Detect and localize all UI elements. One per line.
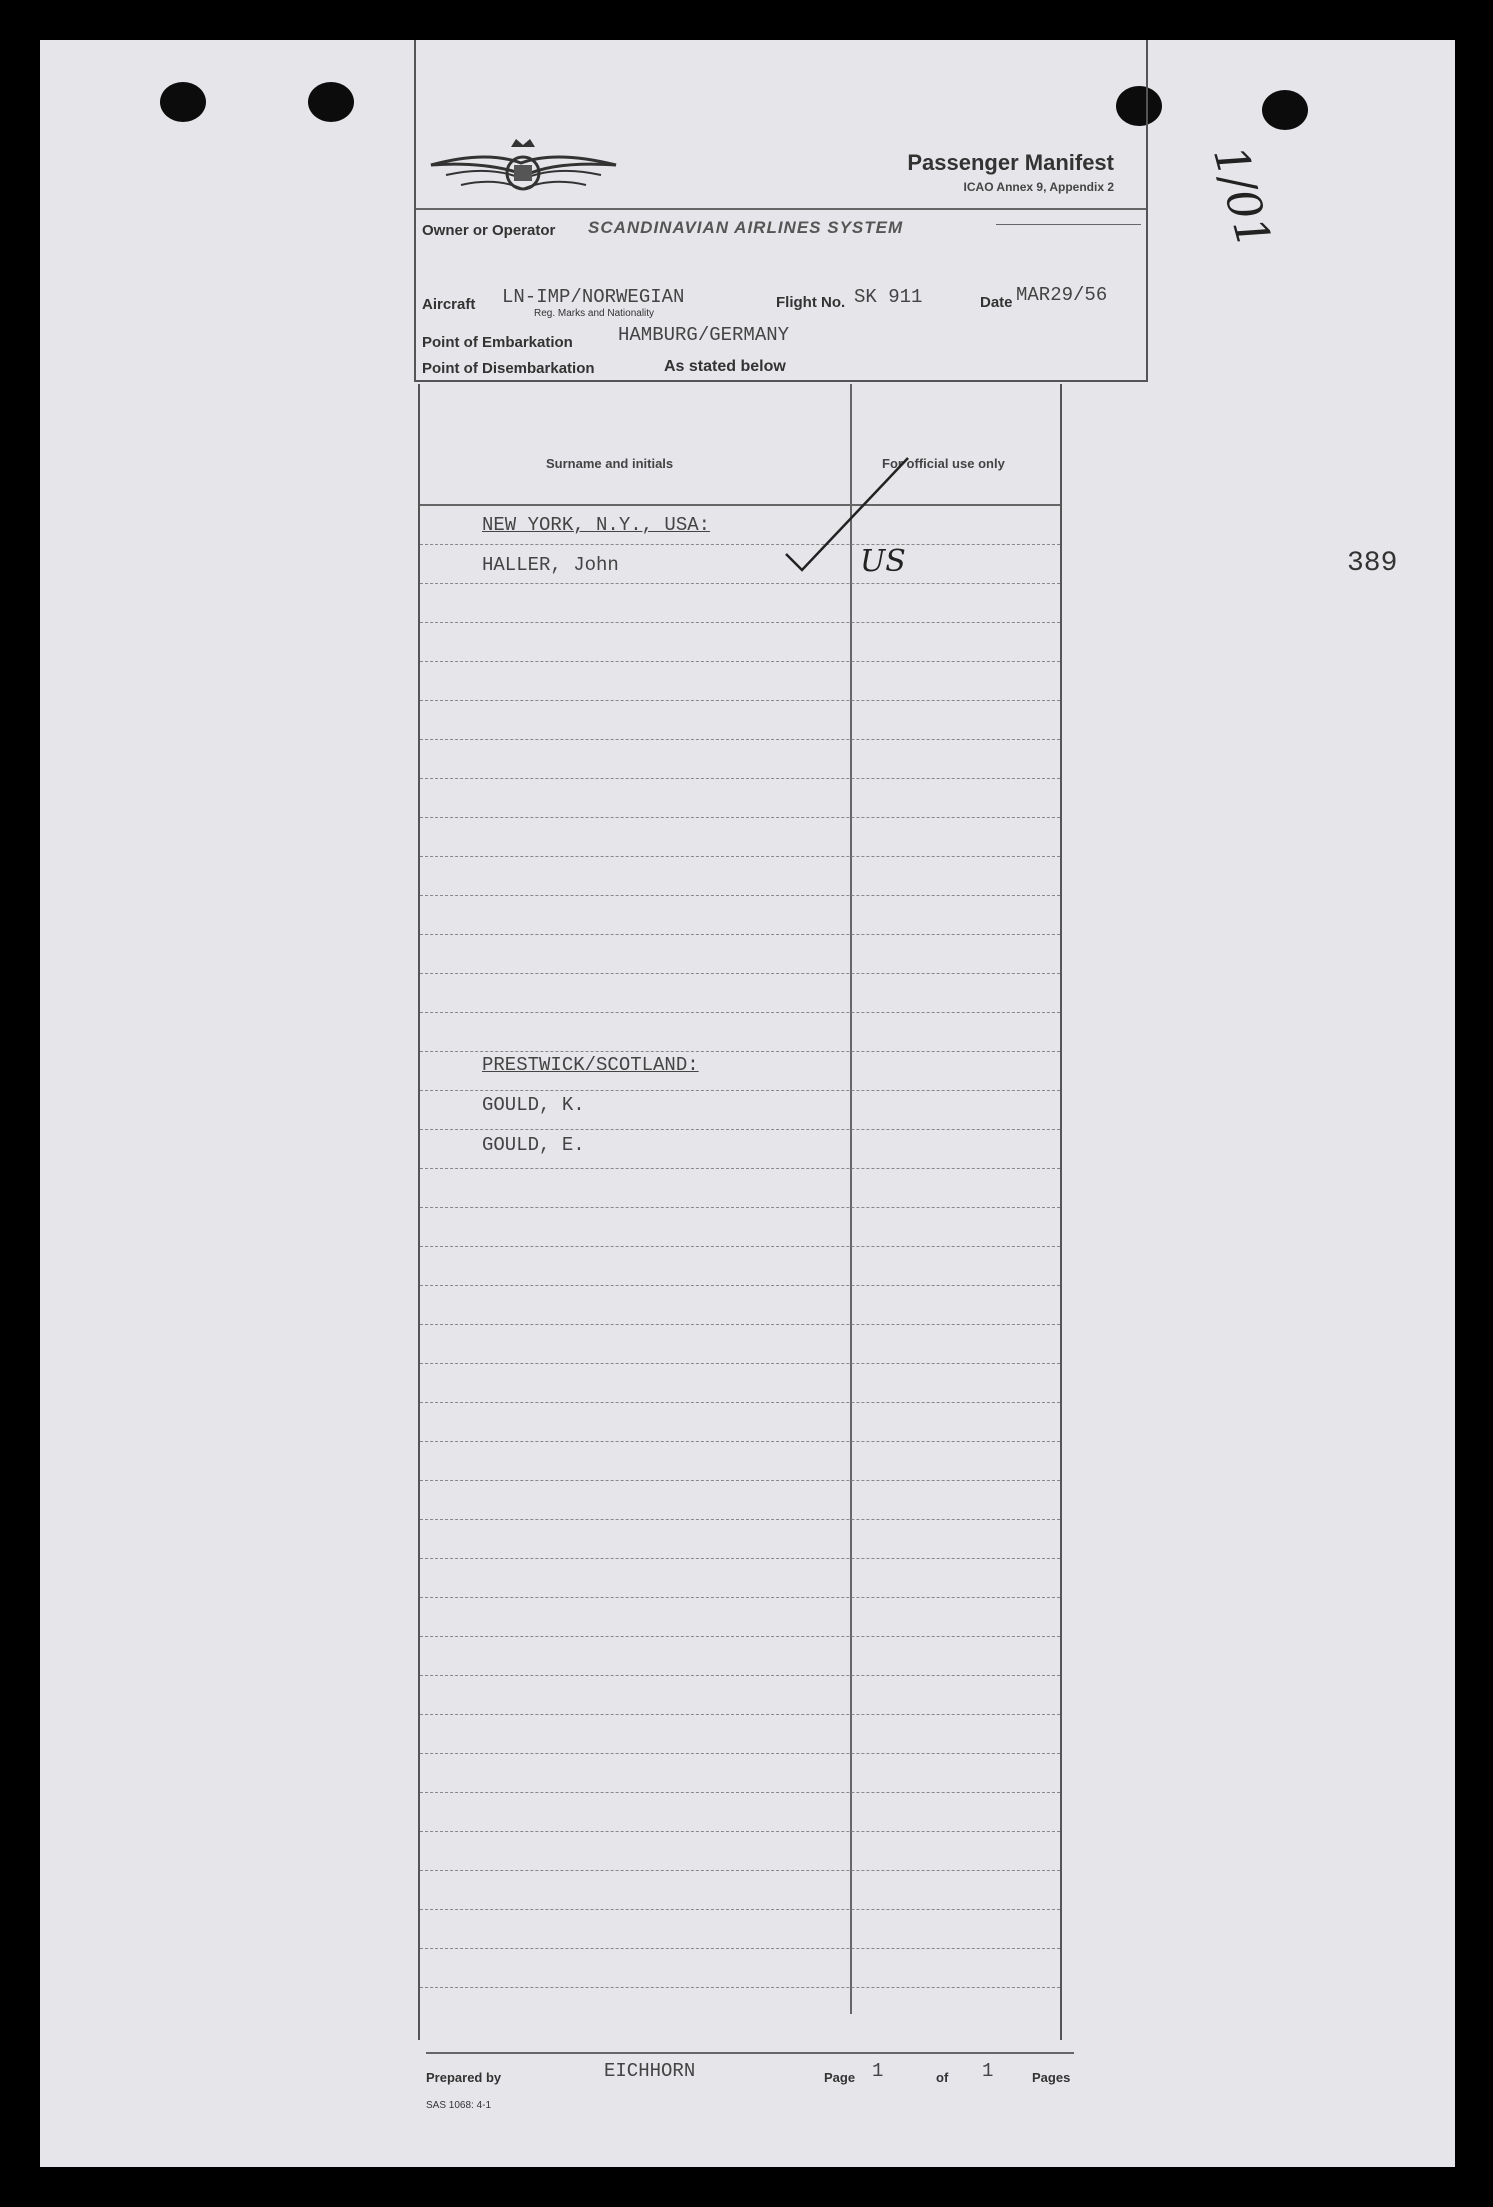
header-rule <box>420 504 1060 506</box>
date-label: Date <box>980 294 1013 311</box>
page-label: Page <box>824 2070 856 2085</box>
manifest-header <box>414 40 1148 382</box>
flight-value: SK 911 <box>854 286 923 308</box>
table-row-rule <box>420 622 1060 623</box>
aircraft-label: Aircraft <box>422 296 476 313</box>
table-row-rule <box>420 934 1060 935</box>
document-sheet <box>40 40 1455 2167</box>
table-row-rule <box>420 1207 1060 1208</box>
flight-label: Flight No. <box>776 294 846 311</box>
official-mark: US <box>860 544 906 579</box>
table-row-rule <box>420 544 1060 545</box>
table-row-rule <box>420 1948 1060 1949</box>
table-row-rule <box>420 1402 1060 1403</box>
of-label: of <box>936 2070 949 2085</box>
embarkation-label: Point of Embarkation <box>422 334 573 351</box>
table-row-rule <box>420 1831 1060 1832</box>
owner-rule <box>996 224 1141 225</box>
table-row-rule <box>420 1168 1060 1169</box>
table-row-rule <box>420 1246 1060 1247</box>
table-row-rule <box>420 973 1060 974</box>
embarkation-value: HAMBURG/GERMANY <box>618 324 790 346</box>
table-row-rule <box>420 856 1060 857</box>
table-row-rule <box>420 1051 1060 1052</box>
table-row-rule <box>420 1558 1060 1559</box>
table-row-rule <box>420 1012 1060 1013</box>
table-row-rule <box>420 1870 1060 1871</box>
column-divider <box>850 384 852 2014</box>
punch-hole <box>1262 90 1308 130</box>
passenger-table <box>418 384 1062 2040</box>
page-value: 1 <box>872 2060 884 2082</box>
check-mark-icon <box>780 444 920 584</box>
table-row-rule <box>420 1519 1060 1520</box>
table-row-rule <box>420 1597 1060 1598</box>
table-row-rule <box>420 1129 1060 1130</box>
col-header-official: For official use only <box>882 456 1005 471</box>
owner-label: Owner or Operator <box>422 222 556 239</box>
table-row-rule <box>420 661 1060 662</box>
punch-hole <box>160 82 206 122</box>
table-row-rule <box>420 1714 1060 1715</box>
aircraft-value: LN-IMP/NORWEGIAN <box>502 286 685 308</box>
handwritten-corner-mark: 1/01 <box>1202 140 1282 254</box>
passenger-name: GOULD, E. <box>482 1134 585 1156</box>
col-header-names: Surname and initials <box>546 456 674 471</box>
aircraft-sublabel: Reg. Marks and Nationality <box>534 308 655 319</box>
footer-rule <box>426 2052 1074 2054</box>
prepared-value: EICHHORN <box>604 2060 696 2082</box>
punch-hole <box>308 82 354 122</box>
passenger-name: HALLER, John <box>482 554 619 576</box>
destination-heading: PRESTWICK/SCOTLAND: <box>482 1054 699 1076</box>
airline-logo <box>426 135 621 210</box>
table-row-rule <box>420 1636 1060 1637</box>
table-row-rule <box>420 1987 1060 1988</box>
table-row-rule <box>420 1753 1060 1754</box>
table-row-rule <box>420 895 1060 896</box>
table-row-rule <box>420 817 1060 818</box>
disembarkation-value: As stated below <box>664 358 786 375</box>
table-row-rule <box>420 1363 1060 1364</box>
table-row-rule <box>420 1480 1060 1481</box>
owner-value: SCANDINAVIAN AIRLINES SYSTEM <box>588 218 904 237</box>
table-row-rule <box>420 1675 1060 1676</box>
header-divider <box>416 208 1146 210</box>
table-row-rule <box>420 1792 1060 1793</box>
table-row-rule <box>420 1909 1060 1910</box>
manifest-form <box>414 40 1144 2111</box>
stamp-number: 389 <box>1347 548 1398 579</box>
disembarkation-label: Point of Disembarkation <box>422 360 595 377</box>
table-row-rule <box>420 1441 1060 1442</box>
form-number: SAS 1068: 4-1 <box>426 2100 492 2111</box>
form-title: Passenger Manifest <box>907 150 1114 175</box>
prepared-label: Prepared by <box>426 2070 502 2085</box>
table-row-rule <box>420 1090 1060 1091</box>
date-value: MAR29/56 <box>1016 284 1108 306</box>
form-subtitle: ICAO Annex 9, Appendix 2 <box>963 180 1114 194</box>
table-row-rule <box>420 1285 1060 1286</box>
table-row-rule <box>420 700 1060 701</box>
table-row-rule <box>420 1324 1060 1325</box>
of-value: 1 <box>982 2060 994 2082</box>
table-row-rule <box>420 739 1060 740</box>
table-row-rule <box>420 778 1060 779</box>
pages-label: Pages <box>1032 2070 1071 2085</box>
passenger-name: GOULD, K. <box>482 1094 585 1116</box>
table-row-rule <box>420 583 1060 584</box>
destination-heading: NEW YORK, N.Y., USA: <box>482 514 711 536</box>
